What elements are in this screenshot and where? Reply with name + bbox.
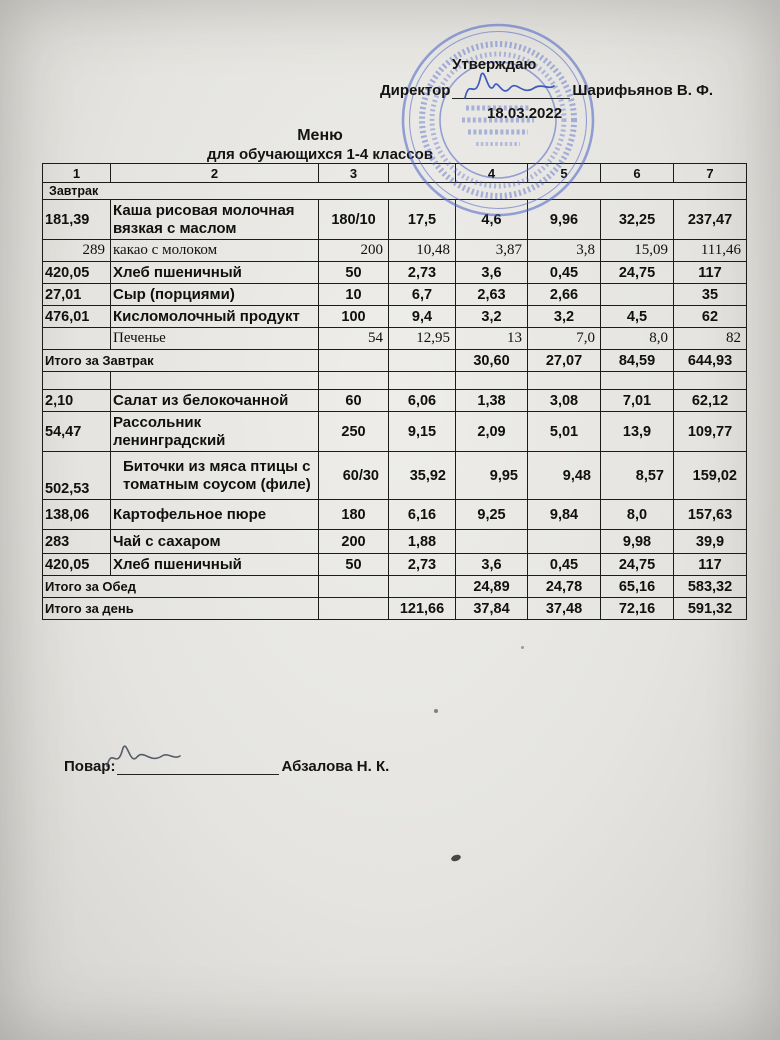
column-header: 7: [674, 164, 747, 183]
table-cell: 420,05: [43, 262, 111, 284]
table-cell: 10,48: [389, 240, 456, 262]
table-cell: 4,5: [601, 306, 674, 328]
table-cell: 32,25: [601, 200, 674, 240]
table-cell: 13: [456, 328, 528, 350]
table-cell: 9,48: [528, 452, 601, 500]
table-cell: 50: [319, 554, 389, 576]
table-row: [43, 452, 747, 500]
table-cell: 2,66: [528, 284, 601, 306]
table-cell: 583,32: [674, 576, 747, 598]
table-cell: 62: [674, 306, 747, 328]
table-cell: 100: [319, 306, 389, 328]
table-cell: [456, 530, 528, 554]
section-label: Завтрак: [43, 183, 747, 200]
table-row: [43, 390, 747, 412]
table-cell: Печенье: [111, 328, 319, 350]
table-cell: 60/30: [319, 452, 389, 500]
table-header-row: [43, 164, 747, 183]
table-cell: 24,89: [456, 576, 528, 598]
table-cell: 0,45: [528, 554, 601, 576]
table-cell: 2,73: [389, 554, 456, 576]
table-cell: 111,46: [674, 240, 747, 262]
table-cell: [674, 372, 747, 390]
table-cell: 9,96: [528, 200, 601, 240]
dust-speck: [434, 709, 438, 713]
table-row: [43, 200, 747, 240]
table-cell: 39,9: [674, 530, 747, 554]
table-cell: 35: [674, 284, 747, 306]
table-cell: [389, 372, 456, 390]
table-cell: 82: [674, 328, 747, 350]
table-cell: Кисломолочный продукт: [111, 306, 319, 328]
table-cell: 17,5: [389, 200, 456, 240]
table-cell: [319, 576, 389, 598]
section-row-breakfast: [43, 183, 747, 200]
table-cell: 13,9: [601, 412, 674, 452]
table-cell: 24,75: [601, 262, 674, 284]
table-cell: 1,88: [389, 530, 456, 554]
table-cell: 180/10: [319, 200, 389, 240]
table-cell: 24,78: [528, 576, 601, 598]
table-cell: 6,16: [389, 500, 456, 530]
menu-subtitle: для обучающихся 1-4 классов: [207, 146, 433, 163]
approval-date: 18.03.2022: [487, 105, 563, 122]
table-cell: [319, 598, 389, 620]
table-cell: 12,95: [389, 328, 456, 350]
table-cell: [601, 284, 674, 306]
table-cell: 283: [43, 530, 111, 554]
table-cell: 72,16: [601, 598, 674, 620]
table-cell: Сыр (порциями): [111, 284, 319, 306]
table-cell: 2,73: [389, 262, 456, 284]
table-cell: 420,05: [43, 554, 111, 576]
table-row: [43, 530, 747, 554]
table-cell: Хлеб пшеничный: [111, 554, 319, 576]
table-cell: 6,06: [389, 390, 456, 412]
table-cell: 65,16: [601, 576, 674, 598]
table-cell: [601, 372, 674, 390]
table-cell: 2,09: [456, 412, 528, 452]
table-cell: 9,95: [456, 452, 528, 500]
table-cell: 2,63: [456, 284, 528, 306]
table-cell: 476,01: [43, 306, 111, 328]
table-cell: 3,6: [456, 554, 528, 576]
table-cell: Каша рисовая молочная вязкая с маслом: [111, 200, 319, 240]
table-cell: 35,92: [389, 452, 456, 500]
table-cell: 159,02: [674, 452, 747, 500]
table-cell: 9,4: [389, 306, 456, 328]
total-label: Итого за день: [43, 598, 319, 620]
table-cell: 6,7: [389, 284, 456, 306]
table-cell: 8,0: [601, 500, 674, 530]
table-cell: 502,53: [43, 452, 111, 500]
table-cell: 117: [674, 262, 747, 284]
table-cell: 9,84: [528, 500, 601, 530]
table-cell: 237,47: [674, 200, 747, 240]
table-cell: [111, 372, 319, 390]
table-cell: [43, 328, 111, 350]
table-row: [43, 306, 747, 328]
dust-speck: [521, 646, 524, 649]
table-cell: Салат из белокочанной: [111, 390, 319, 412]
table-cell: Рассольник ленинградский: [111, 412, 319, 452]
table-cell: [319, 350, 389, 372]
approve-heading: Утверждаю: [452, 56, 537, 73]
signature-underline: [117, 758, 279, 775]
table-cell: 644,93: [674, 350, 747, 372]
cook-label: Повар:: [64, 758, 116, 775]
table-cell: Хлеб пшеничный: [111, 262, 319, 284]
table-cell: 121,66: [389, 598, 456, 620]
column-header: 1: [43, 164, 111, 183]
table-row: [43, 500, 747, 530]
table-cell: 138,06: [43, 500, 111, 530]
table-cell: 4,6: [456, 200, 528, 240]
table-cell: [528, 530, 601, 554]
table-cell: 54,47: [43, 412, 111, 452]
table-cell: 1,38: [456, 390, 528, 412]
table-cell: [43, 372, 111, 390]
table-cell: [319, 372, 389, 390]
table-cell: 27,07: [528, 350, 601, 372]
table-cell: 5,01: [528, 412, 601, 452]
table-cell: 9,25: [456, 500, 528, 530]
director-signature-line: [380, 82, 713, 99]
table-cell: 37,84: [456, 598, 528, 620]
table-cell: 180: [319, 500, 389, 530]
table-cell: 3,08: [528, 390, 601, 412]
column-header: 3: [319, 164, 389, 183]
table-cell: 117: [674, 554, 747, 576]
breakfast-total-row: [43, 350, 747, 372]
table-cell: 181,39: [43, 200, 111, 240]
table-row: [43, 240, 747, 262]
column-header: 6: [601, 164, 674, 183]
table-cell: 37,48: [528, 598, 601, 620]
table-cell: 9,15: [389, 412, 456, 452]
table-cell: 3,2: [456, 306, 528, 328]
table-cell: Чай с сахаром: [111, 530, 319, 554]
table-cell: Биточки из мяса птицы с томатным соусом (филе): [111, 452, 319, 500]
column-header: 4: [456, 164, 528, 183]
menu-title: Меню: [297, 127, 343, 144]
cook-signature-line: [64, 758, 389, 775]
table-cell: 8,0: [601, 328, 674, 350]
day-total-row: [43, 598, 747, 620]
table-cell: 157,63: [674, 500, 747, 530]
table-cell: 3,6: [456, 262, 528, 284]
table-row: [43, 284, 747, 306]
table-cell: 9,98: [601, 530, 674, 554]
table-cell: 250: [319, 412, 389, 452]
table-row: [43, 328, 747, 350]
table-cell: 2,10: [43, 390, 111, 412]
director-name: Шарифьянов В. Ф.: [572, 82, 714, 99]
table-cell: 3,87: [456, 240, 528, 262]
table-cell: какао с молоком: [111, 240, 319, 262]
table-cell: 24,75: [601, 554, 674, 576]
table-cell: 200: [319, 240, 389, 262]
table-cell: [389, 350, 456, 372]
column-header: 2: [111, 164, 319, 183]
table-cell: 50: [319, 262, 389, 284]
column-header: 5: [528, 164, 601, 183]
cook-name: Абзалова Н. К.: [281, 758, 390, 775]
table-cell: 7,01: [601, 390, 674, 412]
table-row: [43, 262, 747, 284]
table-cell: 3,2: [528, 306, 601, 328]
table-cell: 84,59: [601, 350, 674, 372]
table-cell: 8,57: [601, 452, 674, 500]
table-cell: 289: [43, 240, 111, 262]
table-cell: 30,60: [456, 350, 528, 372]
table-cell: [456, 372, 528, 390]
table-cell: 7,0: [528, 328, 601, 350]
total-label: Итого за Обед: [43, 576, 319, 598]
table-cell: 200: [319, 530, 389, 554]
table-cell: 27,01: [43, 284, 111, 306]
lunch-total-row: [43, 576, 747, 598]
table-cell: [389, 576, 456, 598]
table-cell: Картофельное пюре: [111, 500, 319, 530]
table-cell: 15,09: [601, 240, 674, 262]
table-cell: 3,8: [528, 240, 601, 262]
column-header: [389, 164, 456, 183]
menu-table: [42, 163, 747, 620]
director-label: Директор: [380, 82, 451, 99]
signature-underline: [452, 82, 570, 99]
table-cell: 62,12: [674, 390, 747, 412]
table-row: [43, 554, 747, 576]
spacer-row: [43, 372, 747, 390]
table-row: [43, 412, 747, 452]
table-cell: 10: [319, 284, 389, 306]
table-cell: 0,45: [528, 262, 601, 284]
dust-speck: [450, 854, 461, 863]
total-label: Итого за Завтрак: [43, 350, 319, 372]
table-cell: 591,32: [674, 598, 747, 620]
table-cell: 109,77: [674, 412, 747, 452]
table-cell: [528, 372, 601, 390]
table-cell: 60: [319, 390, 389, 412]
table-cell: 54: [319, 328, 389, 350]
